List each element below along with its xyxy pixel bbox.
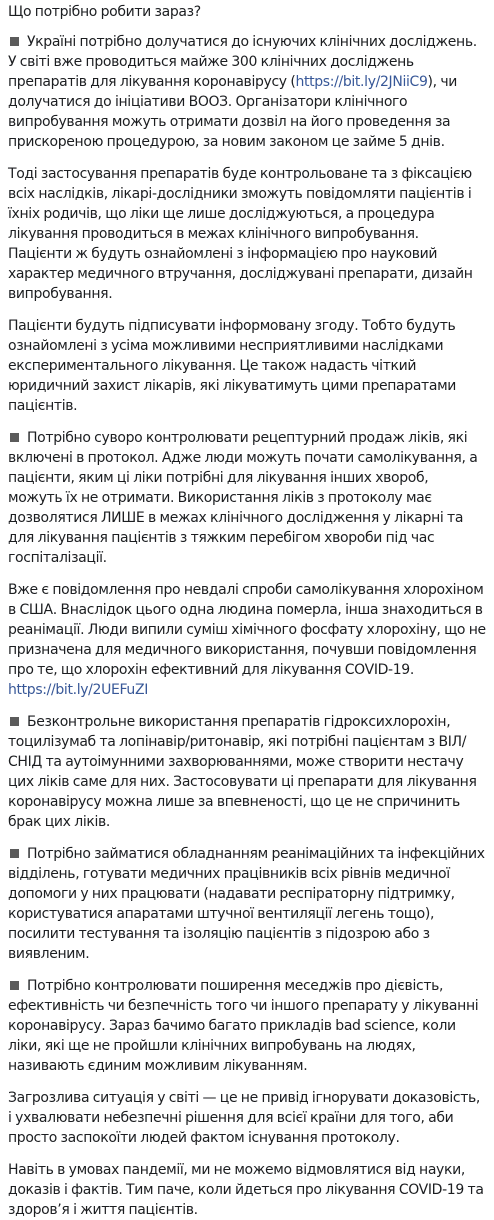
paragraph-1-text-before: Україні потрібно долучатися до існуючих клінічних досліджень. У світі вже проводиться майже 300 клінічних досліджень препаратів для лікування коронавірусу ( bbox=[8, 34, 477, 90]
paragraph-4 bbox=[8, 428, 486, 568]
black-square-icon bbox=[10, 717, 19, 726]
paragraph-5-text: Вже є повідомлення про невдалі спроби самолікування хлорохіном в США. Внаслідок цього одна людина померла, інша знаходиться в реанімації. Люди випили суміш хімічного фосфату хлорохіну, що не призначена для медичного використання, почувши повідомлення про те, що хлорохін ефективний для лікування COVID-19. bbox=[8, 582, 486, 678]
link-trials[interactable]: https://bit.ly/2JNiiC9 bbox=[295, 74, 428, 90]
paragraph-8-text: Потрібно контролювати поширення меседжів про дієвість, ефективність чи безпечність того чи іншого препарату у лікуванні коронавірусу. Зараз бачимо багато прикладів bad science, коли ліки, які ще не пройшли клінічних випробувань на людях, називають єдиним можливим лікуванням. bbox=[8, 978, 479, 1074]
paragraph-6 bbox=[8, 712, 486, 832]
paragraph-7 bbox=[8, 844, 486, 964]
paragraph-10: Навіть в умовах пандемії, ми не можемо відмовлятися від науки, доказів і фактів. Тим паче, коли йдеться про лікування COVID-19 та здоров’я і життя пацієнтів. bbox=[8, 1162, 484, 1218]
paragraph-4-text: Потрібно суворо контролювати рецептурний продаж ліків, які включені в протокол. Адже люди можуть почати самолікування, а пацієнти, яким ці ліки потрібні для лікування інших хвороб, можуть їх не отримати. Використання ліків з протоколу має дозволятися ЛИШЕ в межах клінічного дослідження у лікарні та для лікування пацієнтів з тяжким перебігом хвороби під час госпіталізації. bbox=[8, 430, 478, 566]
black-square-icon bbox=[10, 433, 19, 442]
paragraph-1 bbox=[8, 32, 486, 152]
paragraph-5 bbox=[8, 580, 486, 700]
black-square-icon bbox=[10, 981, 19, 990]
paragraph-7-text: Потрібно займатися обладнанням реанімаційних та інфекційних відділень, готувати медичних працівників всіх рівнів медичної допомоги у них працювати (надавати респіраторну підтримку, користуватися апаратами штучної вентиляції легень тощо), посилити тестування та ізоляцію пацієнтів з підозрою або з виявленим. bbox=[8, 846, 485, 962]
paragraph-8 bbox=[8, 976, 486, 1076]
paragraph-6-text: Безконтрольне використання препаратів гідроксихлорохін, тоцилізумаб та лопінавір/ритонавір, які потрібні пацієнтам з ВІЛ/СНІД та аутоімунними захворюваннями, може створити нестачу цих ліків саме для них. Застосовувати ці препарати для лікування коронавірусу можна лише за впевненості, що це не спричинить брак цих ліків. bbox=[8, 714, 477, 830]
link-chloroquine[interactable]: https://bit.ly/2UEFuZI bbox=[8, 682, 148, 698]
paragraph-9: Загрозлива ситуація у світі — це не привід ігнорувати доказовість, і ухвалювати небезпечні рішення для всієї країни для того, аби просто заспокоїти людей фактом існування протоколу. bbox=[8, 1090, 481, 1146]
black-square-icon bbox=[10, 37, 19, 46]
paragraph-2: Тоді застосування препаратів буде контрольоване та з фіксацією всіх наслідків, лікарі-дослідники зможуть повідомляти пацієнтів і їхніх родичів, що ліки ще лише досліджуються, а процедура лікування проводиться в межах клінічного випробування. Пацієнти ж будуть ознайомлені з інформацією про науковий характер медичного втручання, досліджувані препарати, дизайн випробування. bbox=[8, 166, 473, 302]
black-square-icon bbox=[10, 849, 19, 858]
paragraph-1-text-after: ), чи долучатися до ініціативи ВООЗ. Організатори клінічного випробування можуть отримати дозвіл на його проведення за прискореною процедурою, за новим законом це займе 5 днів. bbox=[8, 74, 457, 150]
post-heading: Що потрібно робити зараз? bbox=[8, 4, 201, 20]
paragraph-3: Пацієнти будуть підписувати інформовану згоду. Тобто будуть ознайомлені з усіма можливими несприятливими наслідками експериментального лікування. Це також надасть чіткий юридичний захист лікарів, які лікуватимуть цими препаратами пацієнтів. bbox=[8, 318, 457, 414]
